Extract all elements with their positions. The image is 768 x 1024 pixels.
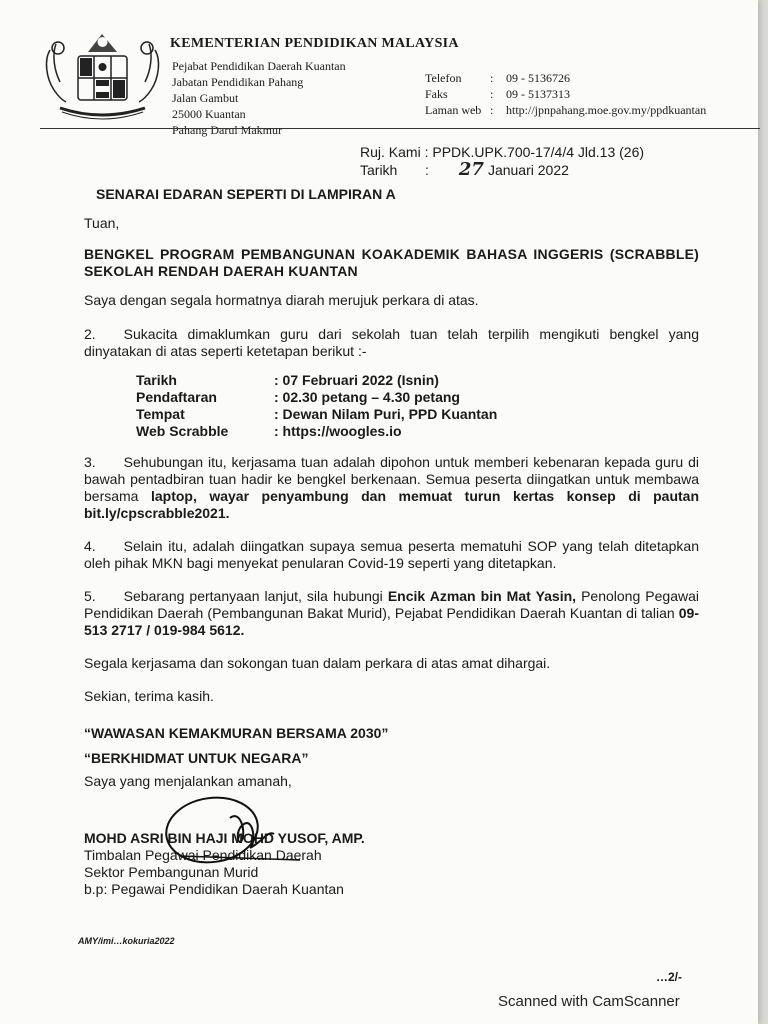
detail-label: Tarikh [136,372,177,388]
paragraph-4: 4. Selain itu, adalah diingatkan supaya semua peserta mematuhi SOP yang telah ditetapkan oleh pihak MKN bagi menyekat penularan Covid-19 seperti yang ditetapkan. [84,538,699,571]
address-line: Jabatan Pendidikan Pahang [172,75,304,89]
date-colon: : [425,162,429,178]
phone-value: 09 - 5136726 [506,71,570,85]
detail-label: Tempat [136,406,185,422]
subject-line: BENGKEL PROGRAM PEMBANGUNAN KOAKADEMIK BAHASA INGGERIS (SCRABBLE) SEKOLAH RENDAH DAERAH KUANTAN [84,246,699,279]
recipient-line: SENARAI EDARAN SEPERTI DI LAMPIRAN A [96,186,396,202]
signatory-title: Timbalan Pegawai Pendidikan Daerah [84,847,322,863]
address-line: Pejabat Pendidikan Daerah Kuantan [172,59,346,73]
contact-person: Encik Azman bin Mat Yasin, [387,588,577,604]
detail-label: Web Scrabble [136,423,229,439]
detail-label: Pendaftaran [136,389,217,405]
workshop-details [136,372,699,440]
address-line: Jalan Gambut [172,91,239,105]
closing-thanks: Sekian, terima kasih. [84,688,214,704]
contact-block: Telefon : 09 - 5136726 Faks : 09 - 5137313 Laman web : http://jpnpahang.moe.gov.my/ppdkuantan [425,71,707,117]
ruj-value: PPDK.UPK.700-17/4/4 Jld.13 (26) [432,144,645,160]
next-page-marker: …2/- [656,970,683,984]
salutation: Tuan, [84,215,120,231]
header-divider [40,128,760,129]
ruj-label: Ruj. Kami : [360,144,429,160]
detail-value: : 07 Februari 2022 (Isnin) [274,372,439,388]
paragraph-3: 3. Sehubungan itu, kerjasama tuan adalah dipohon untuk memberi kebenaran kepada guru di bawah pentadbiran tuan hadir ke bengkel berkenaan. Semua peserta diingatkan untuk membawa bersama laptop, wayar penyambung dan memuat turun kertas konsep di pautan bit.ly/cpscrabble2021. [84,454,700,521]
date-label: Tarikh [360,162,398,178]
reference-block [360,144,644,179]
fax-value: 09 - 5137313 [506,87,570,101]
office-address [172,58,346,138]
signature [150,790,320,870]
camscanner-watermark: Scanned with CamScanner [498,993,680,1010]
signatory-title: Sektor Pembangunan Murid [84,864,259,880]
detail-value: : https://woogles.io [274,423,402,439]
trust-line: Saya yang menjalankan amanah, [84,773,292,789]
fax-label: Faks [425,87,448,101]
address-line: 25000 Kuantan [172,107,246,121]
website-label: Laman web [425,103,482,117]
paragraph-2: 2. Sukacita dimaklumkan guru dari sekolah tuan telah terpilih mengikuti bengkel yang dinyatakan di atas seperti ketetapan berikut :- [84,326,699,359]
ministry-name: KEMENTERIAN PENDIDIKAN MALAYSIA [170,36,459,51]
detail-value: : 02.30 petang – 4.30 petang [274,389,460,405]
intro-paragraph: Saya dengan segala hormatnya diarah merujuk perkara di atas. [84,292,479,308]
address-line: Pahang Darul Makmur [172,123,282,137]
handwritten-day: 27 [458,159,484,180]
materials-note: laptop, wayar penyambung dan memuat turun kertas konsep di pautan bit.ly/cpscrabble2021. [84,488,700,521]
website-value: http://jpnpahang.moe.gov.my/ppdkuantan [506,103,707,117]
phone-label: Telefon [425,71,462,85]
motto-1: “WAWASAN KEMAKMURAN BERSAMA 2030” [84,725,389,741]
motto-2: “BERKHIDMAT UNTUK NEGARA” [84,750,309,766]
closing-appreciation: Segala kerjasama dan sokongan tuan dalam perkara di atas amat dihargai. [84,655,551,671]
detail-value: : Dewan Nilam Puri, PPD Kuantan [274,406,498,422]
paragraph-5: 5. Sebarang pertanyaan lanjut, sila hubungi Encik Azman bin Mat Yasin, Penolong Pegawai Pendidikan Daerah (Pembangunan Bakat Murid), Pejabat Pendidikan Daerah Kuantan di talian 09-513 2717 / 019-984 5612. [84,588,699,638]
signatory-title: b.p: Pegawai Pendidikan Daerah Kuantan [84,881,344,897]
document-code: AMY/imi…kokuria2022 [78,936,175,946]
date-month-year: Januari 2022 [487,162,569,178]
signatory-name: MOHD ASRI BIN HAJI MOHD YUSOF, AMP. [84,830,365,846]
coat-of-arms-logo [40,30,165,122]
contact-phone: 09-513 2717 / 019-984 5612. [84,605,699,638]
